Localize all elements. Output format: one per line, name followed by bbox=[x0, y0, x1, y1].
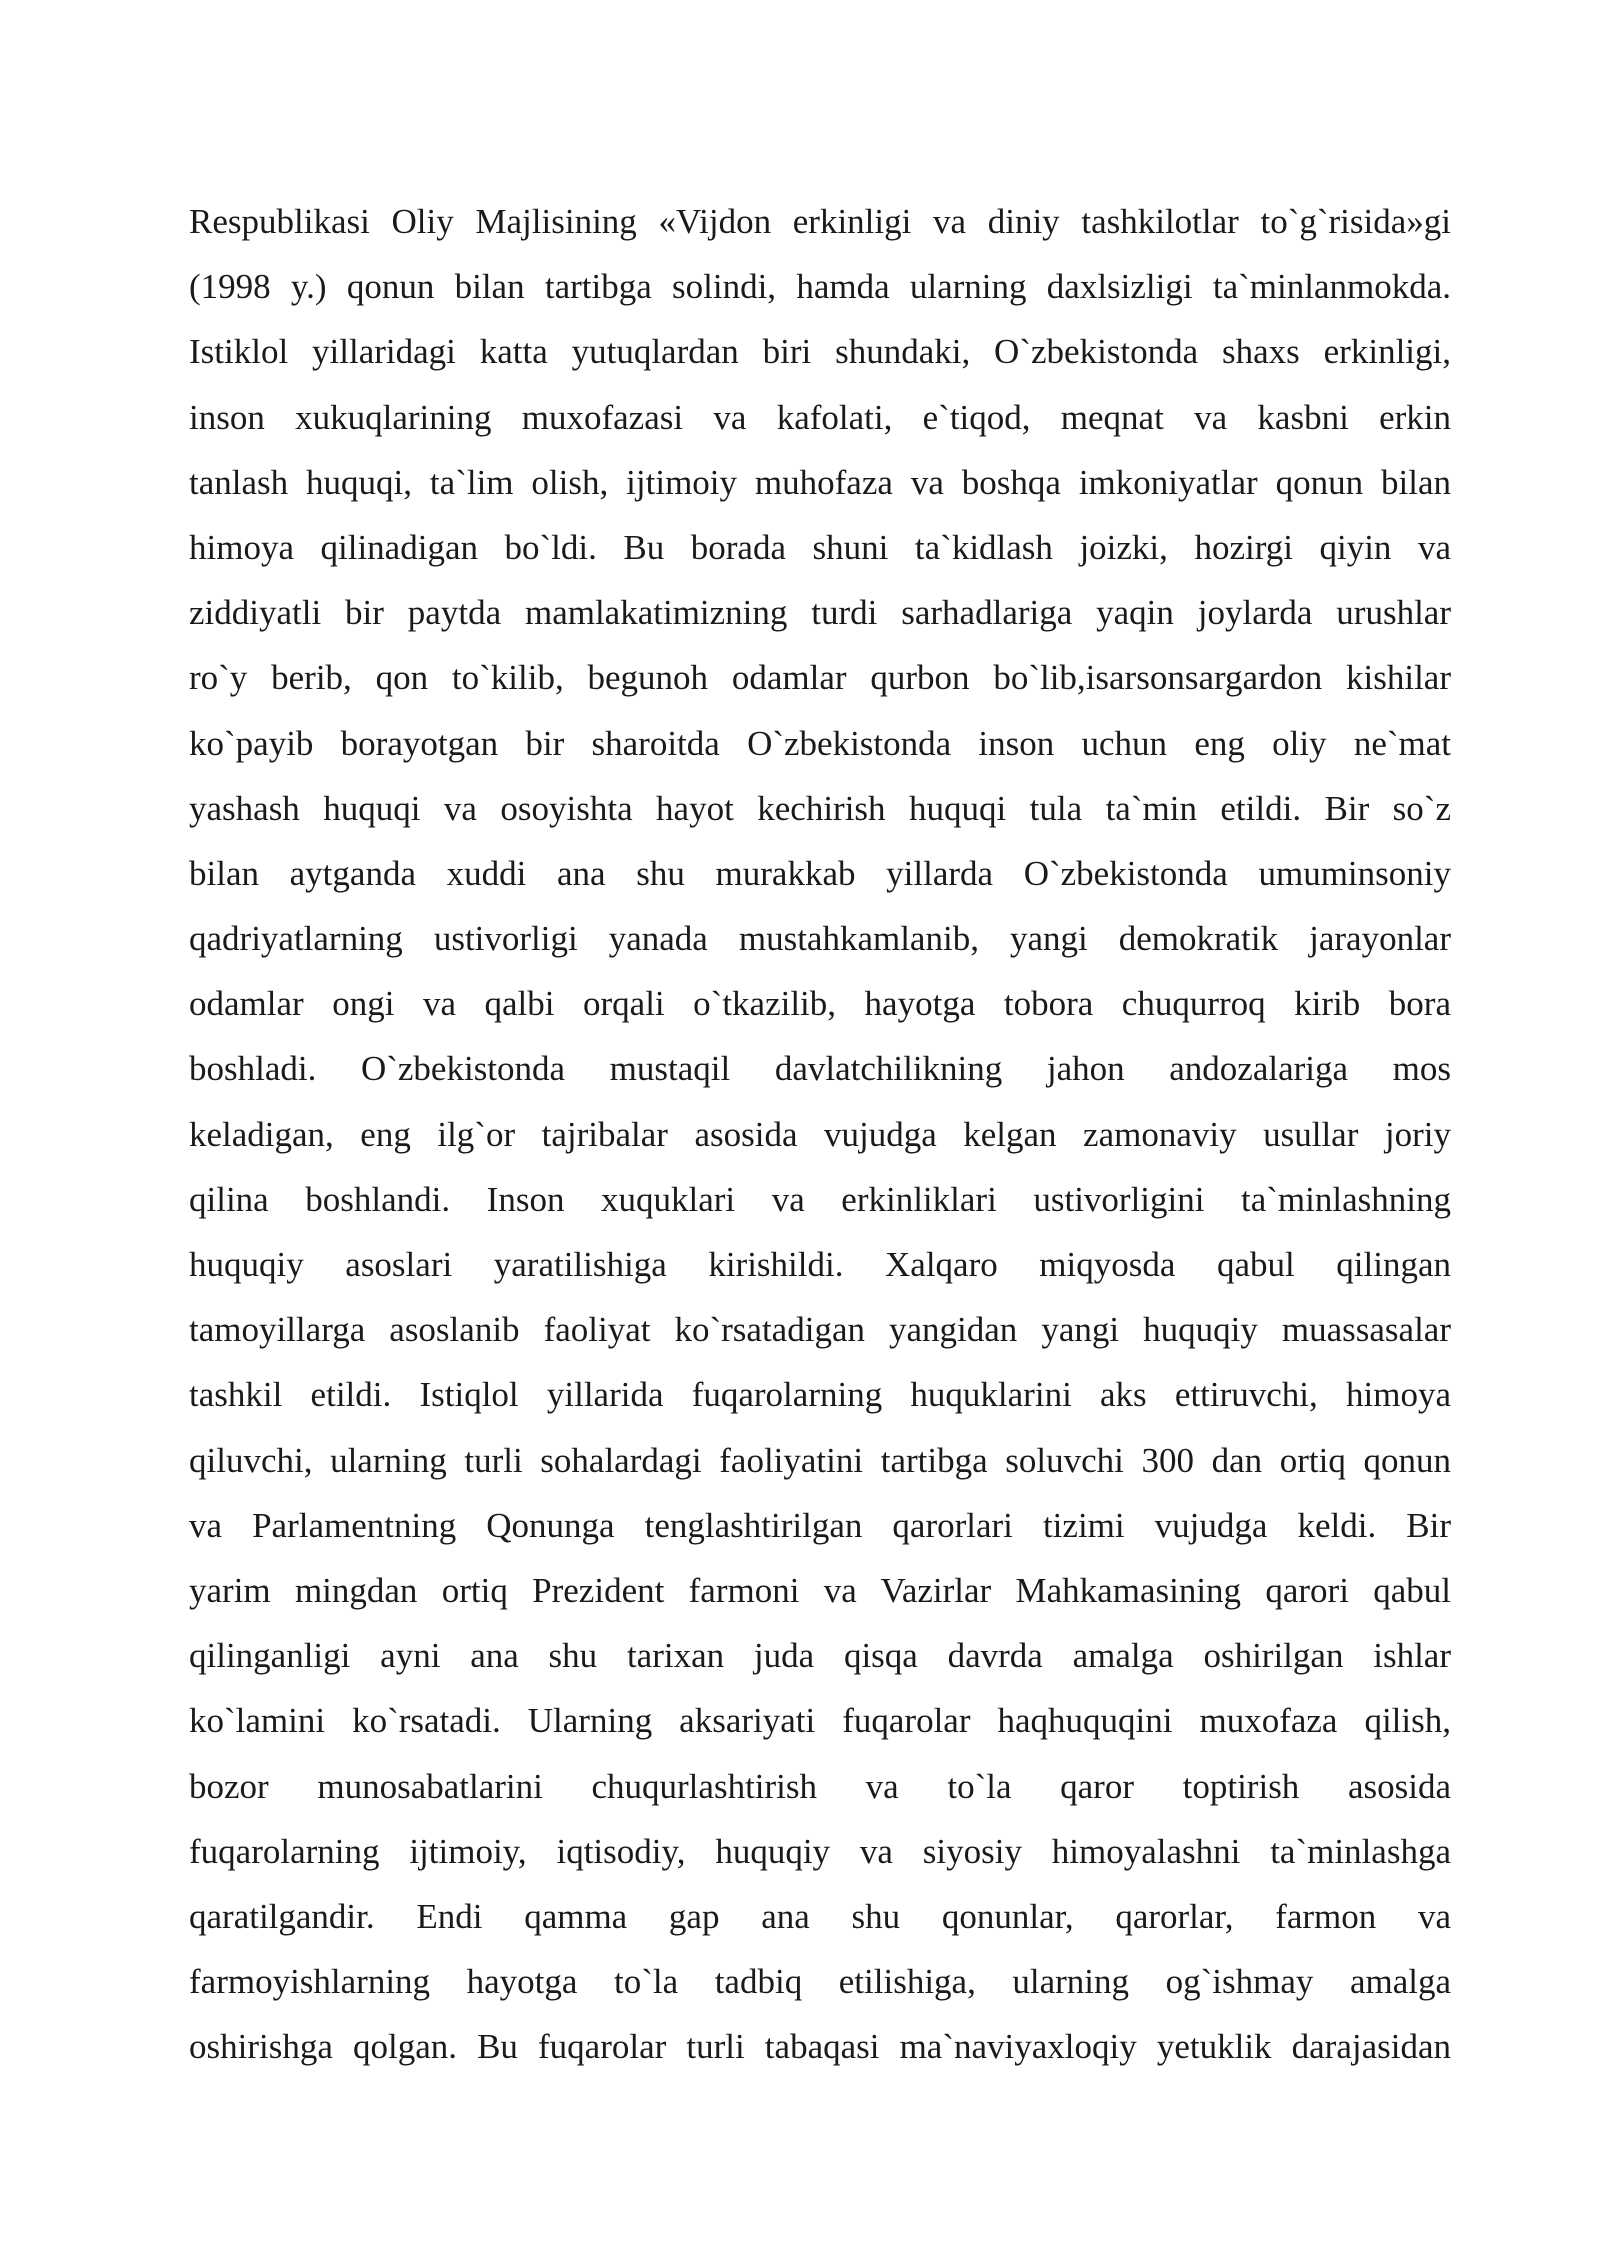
text-line: himoya qilinadigan bo`ldi. Bu borada shuni ta`kidlash joizki, hozirgi qiyin va bbox=[189, 527, 1451, 567]
body-text bbox=[189, 189, 1451, 2079]
text-line: inson xukuqlarining muxofazasi va kafolati, e`tiqod, meqnat va kasbni erkin bbox=[189, 397, 1451, 437]
text-line: yashash huquqi va osoyishta hayot kechirish huquqi tula ta`min etildi. Bir so`z bbox=[189, 788, 1451, 828]
text-line: fuqarolarning ijtimoiy, iqtisodiy, huquqiy va siyosiy himoyalashni ta`minlashga bbox=[189, 1831, 1451, 1871]
text-line: odamlar ongi va qalbi orqali o`tkazilib, hayotga tobora chuqurroq kirib bora bbox=[189, 984, 1451, 1024]
text-line: qilina boshlandi. Inson xuquklari va erkinliklari ustivorligini ta`minlashning bbox=[189, 1179, 1451, 1219]
text-line: keladigan, eng ilg`or tajribalar asosida vujudga kelgan zamonaviy usullar joriy bbox=[189, 1114, 1451, 1154]
text-line: ziddiyatli bir paytda mamlakatimizning turdi sarhadlariga yaqin joylarda urushlar bbox=[189, 593, 1451, 633]
text-line: bilan aytganda xuddi ana shu murakkab yillarda O`zbekistonda umuminsoniy bbox=[189, 853, 1451, 893]
text-line: (1998 y.) qonun bilan tartibga solindi, hamda ularning daxlsizligi ta`minlanmokda. bbox=[189, 267, 1451, 307]
text-line: tamoyillarga asoslanib faoliyat ko`rsatadigan yangidan yangi huquqiy muassasalar bbox=[189, 1310, 1451, 1350]
text-line: ko`payib borayotgan bir sharoitda O`zbekistonda inson uchun eng oliy ne`mat bbox=[189, 723, 1451, 763]
text-line: tashkil etildi. Istiqlol yillarida fuqarolarning huquklarini aks ettiruvchi, himoya bbox=[189, 1375, 1451, 1415]
text-line: huquqiy asoslari yaratilishiga kirishildi. Xalqaro miqyosda qabul qilingan bbox=[189, 1245, 1451, 1284]
text-line: qiluvchi, ularning turli sohalardagi faoliyatini tartibga soluvchi 300 dan ortiq qonun bbox=[189, 1440, 1451, 1480]
text-line: qaratilgandir. Endi qamma gap ana shu qonunlar, qarorlar, farmon va bbox=[189, 1896, 1451, 1936]
text-line: Respublikasi Oliy Majlisining «Vijdon erkinligi va diniy tashkilotlar to`g`risida»gi bbox=[189, 202, 1451, 241]
text-line: bozor munosabatlarini chuqurlashtirish va to`la qaror toptirish asosida bbox=[189, 1766, 1451, 1806]
text-line: ko`lamini ko`rsatadi. Ularning aksariyati fuqarolar haqhuquqini muxofaza qilish, bbox=[189, 1701, 1451, 1741]
text-line: qadriyatlarning ustivorligi yanada mustahkamlanib, yangi demokratik jarayonlar bbox=[189, 919, 1451, 959]
text-line: Istiklol yillaridagi katta yutuqlardan biri shundaki, O`zbekistonda shaxs erkinligi, bbox=[189, 332, 1451, 372]
text-line: boshladi. O`zbekistonda mustaqil davlatchilikning jahon andozalariga mos bbox=[189, 1049, 1451, 1089]
text-line: yarim mingdan ortiq Prezident farmoni va Vazirlar Mahkamasining qarori qabul bbox=[189, 1570, 1451, 1610]
text-line: tanlash huquqi, ta`lim olish, ijtimoiy muhofaza va boshqa imkoniyatlar qonun bilan bbox=[189, 462, 1451, 502]
text-line: ro`y berib, qon to`kilib, begunoh odamlar qurbon bo`lib,isarsonsargardon kishilar bbox=[189, 658, 1451, 698]
text-line: oshirishga qolgan. Bu fuqarolar turli tabaqasi ma`naviyaxloqiy yetuklik darajasidan bbox=[189, 2027, 1451, 2067]
text-line: qilinganligi ayni ana shu tarixan juda qisqa davrda amalga oshirilgan ishlar bbox=[189, 1636, 1451, 1676]
text-line: va Parlamentning Qonunga tenglashtirilgan qarorlari tizimi vujudga keldi. Bir bbox=[189, 1505, 1451, 1545]
text-line: farmoyishlarning hayotga to`la tadbiq etilishiga, ularning og`ishmay amalga bbox=[189, 1962, 1451, 2002]
